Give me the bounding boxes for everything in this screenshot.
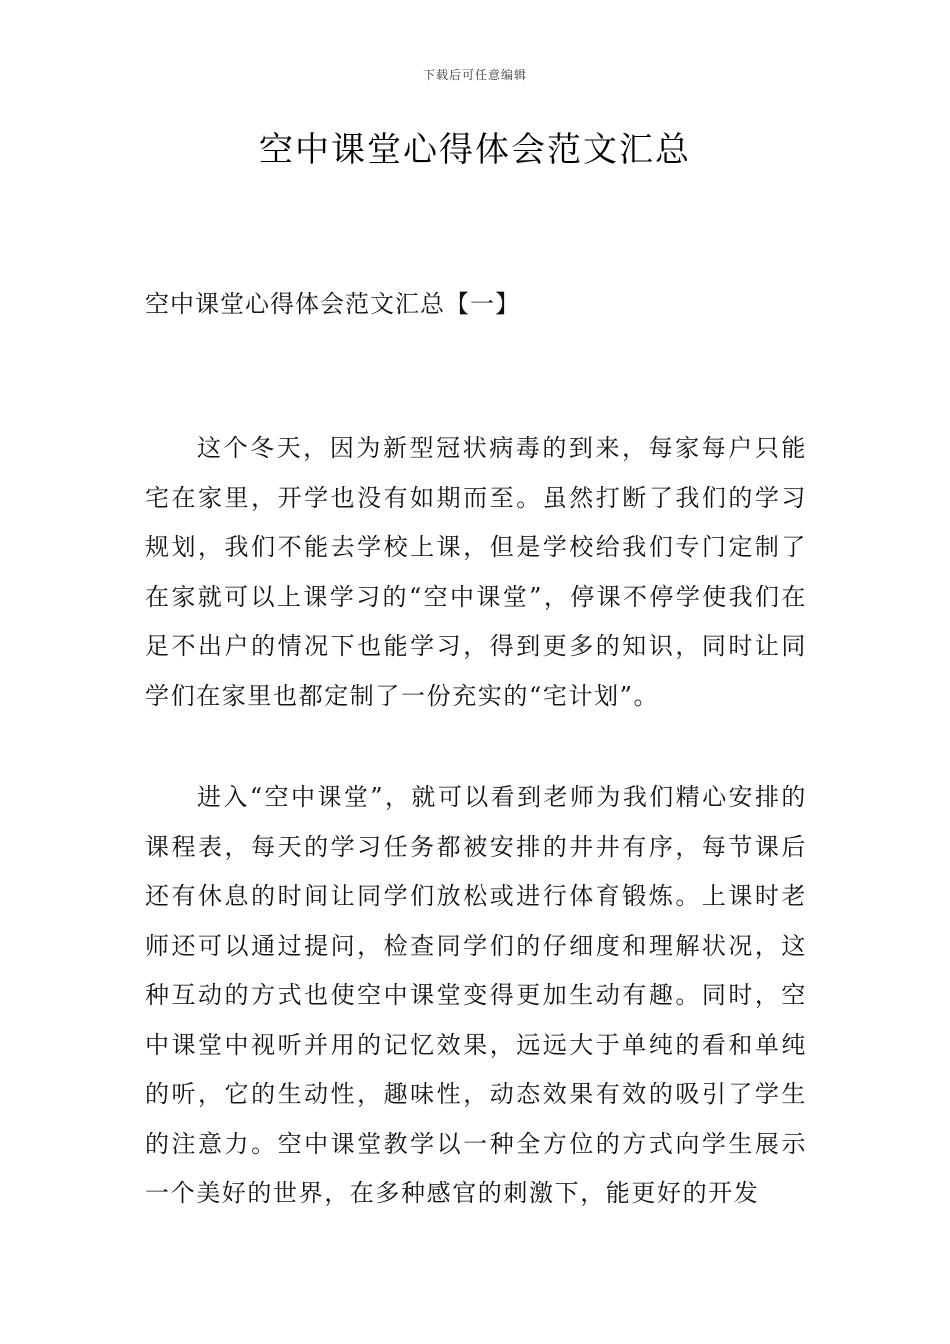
page-header-note: 下载后可任意编辑 — [422, 68, 527, 82]
body-paragraph-2: 进入“空中课堂”，就可以看到老师为我们精心安排的课程表，每天的学习任务都被安排的井井有序，每节课后还有休息的时间让同学们放松或进行体育锻炼。上课时老师还可以通过提问，检查同学们的仔细度和理解状况，这种互动的方式也使空中课堂变得更加生动有趣。同时，空中课堂中视听并用的记忆效果，远远大于单纯的看和单纯的听，它的生动性，趣味性，动态效果有效的吸引了学生的注意力。空中课堂教学以一种全方位的方式向学生展示一个美好的世界，在多种感官的刺激下，能更好的开发 — [145, 783, 807, 1207]
body-paragraph-1: 这个冬天，因为新型冠状病毒的到来，每家每户只能宅在家里，开学也没有如期而至。虽然打断了我们的学习规划，我们不能去学校上课，但是学校给我们专门定制了在家就可以上课学习的“空中课堂”，停课不停学使我们在足不出户的情况下也能学习，得到更多的知识，同时让同学们在家里也都定制了一份充实的“宅计划”。 — [145, 434, 807, 710]
section-heading: 空中课堂心得体会范文汇总【一】 — [145, 290, 520, 318]
document-title: 空中课堂心得体会范文汇总 — [259, 130, 691, 170]
